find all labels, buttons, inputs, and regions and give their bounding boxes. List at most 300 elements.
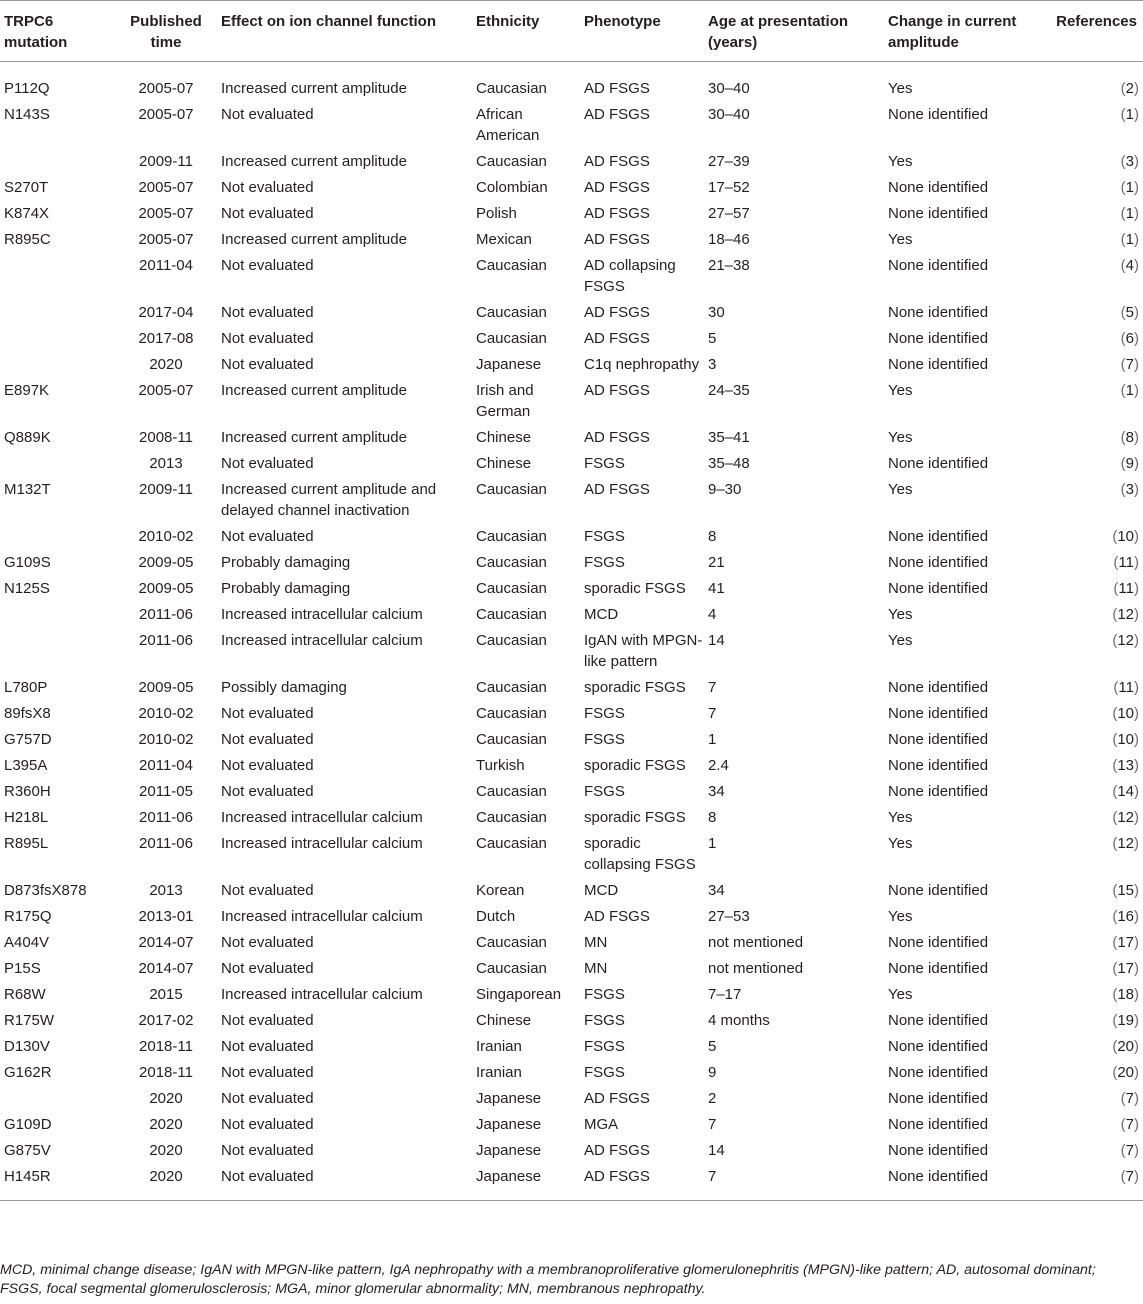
cell-published-time: 2017-08 — [138, 330, 194, 347]
table-row — [0, 674, 1143, 700]
cell-mutation: K874X — [4, 205, 50, 222]
cell-effect: Probably damaging — [221, 554, 351, 571]
cell-mutation — [0, 252, 115, 299]
cell-reference: (18) — [1112, 986, 1139, 1003]
cell-effect: Not evaluated — [221, 455, 314, 472]
table-row — [0, 1059, 1143, 1085]
reference-number: 11 — [1118, 554, 1134, 571]
reference-number: 19 — [1117, 1012, 1134, 1029]
cell-published-time: 2020 — [149, 1142, 183, 1159]
cell-reference: (17) — [1112, 960, 1139, 977]
cell-age: 24–35 — [708, 382, 750, 399]
cell-current-change: None identified — [888, 455, 989, 472]
cell-age: not mentioned — [708, 934, 804, 951]
cell-ethnicity: Caucasian — [476, 934, 547, 951]
table-row — [0, 778, 1143, 804]
cell-effect: Not evaluated — [221, 1038, 314, 1055]
cell-current-change: None identified — [888, 882, 989, 899]
cell-ethnicity: Chinese — [476, 429, 532, 446]
cell-reference: (2) — [1120, 80, 1139, 97]
cell-phenotype: FSGS — [584, 554, 625, 571]
reference-number: 12 — [1117, 632, 1134, 649]
reference-number: 1 — [1125, 179, 1134, 196]
cell-ethnicity: Caucasian — [476, 80, 547, 97]
table-row — [0, 252, 1143, 299]
reference-number: 16 — [1117, 908, 1134, 925]
cell-current-change: Yes — [888, 632, 913, 649]
cell-effect: Increased current amplitude — [221, 153, 407, 170]
reference-number: 2 — [1125, 80, 1134, 97]
cell-age: 7–17 — [708, 986, 742, 1003]
reference-number: 10 — [1117, 705, 1134, 722]
cell-effect: Increased intracellular calcium — [221, 606, 423, 623]
reference-number: 7 — [1125, 1116, 1134, 1133]
cell-age: 7 — [708, 1116, 717, 1133]
cell-phenotype: MN — [584, 960, 608, 977]
header-references: References — [1044, 1, 1143, 62]
cell-reference: (3) — [1120, 481, 1139, 498]
cell-mutation: D130V — [4, 1038, 50, 1055]
cell-age: 1 — [708, 835, 717, 852]
cell-published-time: 2005-07 — [138, 179, 194, 196]
table-row — [0, 1033, 1143, 1059]
reference-number: 5 — [1125, 304, 1134, 321]
cell-phenotype: MCD — [584, 882, 619, 899]
cell-age: 5 — [708, 1038, 717, 1055]
cell-ethnicity: African American — [476, 106, 540, 144]
table-row — [0, 929, 1143, 955]
cell-published-time: 2011-06 — [139, 809, 193, 826]
cell-effect: Not evaluated — [221, 934, 314, 951]
cell-ethnicity: Colombian — [476, 179, 548, 196]
cell-ethnicity: Polish — [476, 205, 517, 222]
cell-reference: (1) — [1120, 179, 1139, 196]
table-row — [0, 804, 1143, 830]
table-row — [0, 200, 1143, 226]
reference-number: 6 — [1125, 330, 1134, 347]
table-row — [0, 1137, 1143, 1163]
cell-age: 21–38 — [708, 257, 750, 274]
cell-mutation — [0, 1085, 115, 1111]
cell-published-time: 2009-05 — [138, 580, 194, 597]
cell-reference: (1) — [1120, 382, 1139, 399]
cell-ethnicity: Turkish — [476, 757, 525, 774]
reference-number: 18 — [1117, 986, 1134, 1003]
cell-mutation — [0, 325, 115, 351]
cell-mutation: N143S — [4, 106, 50, 123]
cell-phenotype: AD FSGS — [584, 382, 650, 399]
cell-phenotype: AD FSGS — [584, 106, 650, 123]
cell-age: 8 — [708, 809, 717, 826]
table-row — [0, 700, 1143, 726]
cell-reference: (12) — [1112, 835, 1139, 852]
cell-mutation — [0, 601, 115, 627]
cell-phenotype: AD FSGS — [584, 231, 650, 248]
cell-ethnicity: Iranian — [476, 1064, 522, 1081]
cell-current-change: None identified — [888, 528, 989, 545]
cell-effect: Increased current amplitude and delayed channel inactivation — [221, 481, 437, 519]
cell-published-time: 2011-05 — [139, 783, 193, 800]
cell-mutation: R895L — [4, 835, 49, 852]
cell-current-change: None identified — [888, 1090, 989, 1107]
cell-published-time: 2011-06 — [139, 835, 193, 852]
cell-reference: (14) — [1112, 783, 1139, 800]
reference-number: 14 — [1117, 783, 1134, 800]
cell-current-change: None identified — [888, 1038, 989, 1055]
cell-reference: (7) — [1044, 1163, 1143, 1201]
table-row — [0, 450, 1143, 476]
header-age: Age at presentation (years) — [704, 1, 884, 62]
cell-ethnicity: Irish and German — [476, 382, 534, 420]
reference-number: 13 — [1117, 757, 1134, 774]
cell-phenotype: AD FSGS — [584, 80, 650, 97]
cell-ethnicity: Caucasian — [476, 580, 547, 597]
cell-reference: (12) — [1112, 632, 1139, 649]
cell-reference: (13) — [1112, 757, 1139, 774]
cell-mutation: R895C — [4, 231, 51, 248]
cell-current-change: None identified — [888, 1116, 989, 1133]
cell-current-change: Yes — [888, 606, 913, 623]
reference-number: 12 — [1117, 809, 1134, 826]
cell-reference: (17) — [1112, 934, 1139, 951]
cell-reference: (7) — [1120, 1116, 1139, 1133]
cell-reference: (5) — [1120, 304, 1139, 321]
cell-phenotype: FSGS — [584, 1038, 625, 1055]
cell-current-change: Yes — [888, 429, 913, 446]
cell-age: 4 — [708, 606, 717, 623]
cell-current-change: None identified — [888, 106, 989, 123]
cell-ethnicity: Caucasian — [476, 632, 547, 649]
cell-age: 41 — [708, 580, 725, 597]
cell-mutation — [0, 148, 115, 174]
cell-ethnicity: Caucasian — [476, 257, 547, 274]
cell-current-change: None identified — [888, 1142, 989, 1159]
table-row — [0, 101, 1143, 148]
header-effect: Effect on ion channel function — [217, 1, 472, 62]
reference-number: 1 — [1125, 106, 1134, 123]
cell-current-change: None identified — [888, 257, 989, 274]
cell-ethnicity: Chinese — [476, 1012, 532, 1029]
reference-number: 10 — [1117, 731, 1134, 748]
table-row — [0, 476, 1143, 523]
cell-phenotype: AD FSGS — [584, 908, 650, 925]
cell-phenotype: MN — [584, 934, 608, 951]
cell-reference: (7) — [1120, 1090, 1139, 1107]
cell-published-time: 2005-07 — [138, 205, 194, 222]
cell-age: 27–57 — [708, 205, 750, 222]
cell-published-time: 2011-04 — [139, 757, 193, 774]
cell-age: 8 — [708, 528, 717, 545]
cell-published-time: 2015 — [149, 986, 183, 1003]
cell-mutation: R175W — [4, 1012, 55, 1029]
reference-number: 3 — [1125, 153, 1134, 170]
cell-ethnicity: Singaporean — [476, 986, 562, 1003]
cell-phenotype: AD FSGS — [584, 205, 650, 222]
header-row — [0, 1, 1143, 62]
reference-number: 8 — [1125, 429, 1134, 446]
cell-age: 14 — [708, 1142, 725, 1159]
cell-current-change: Yes — [888, 835, 913, 852]
cell-age: 2 — [708, 1090, 717, 1107]
cell-reference: (3) — [1120, 153, 1139, 170]
cell-reference: (7) — [1120, 1142, 1139, 1159]
cell-age: 27–39 — [708, 153, 750, 170]
cell-mutation: S270T — [4, 179, 49, 196]
cell-reference: (20) — [1112, 1038, 1139, 1055]
cell-age: 4 months — [708, 1012, 770, 1029]
cell-age: 30 — [708, 304, 725, 321]
cell-effect: Increased intracellular calcium — [221, 835, 423, 852]
cell-effect: Not evaluated — [221, 1012, 314, 1029]
cell-reference: (1) — [1120, 231, 1139, 248]
table-row — [0, 1007, 1143, 1033]
cell-current-change: None identified — [888, 679, 989, 696]
cell-phenotype: FSGS — [584, 1064, 625, 1081]
cell-phenotype: AD FSGS — [584, 429, 650, 446]
cell-effect: Not evaluated — [221, 1116, 314, 1133]
reference-number: 7 — [1125, 1090, 1134, 1107]
cell-current-change: None identified — [888, 304, 989, 321]
cell-ethnicity: Caucasian — [476, 809, 547, 826]
cell-current-change: None identified — [888, 1064, 989, 1081]
cell-current-change: Yes — [888, 382, 913, 399]
table-row — [0, 299, 1143, 325]
cell-phenotype: FSGS — [584, 528, 625, 545]
cell-current-change: None identified — [884, 1163, 1044, 1201]
cell-ethnicity: Mexican — [476, 231, 532, 248]
cell-published-time: 2009-11 — [139, 153, 193, 170]
cell-effect: Not evaluated — [221, 757, 314, 774]
cell-effect: Not evaluated — [221, 731, 314, 748]
cell-effect: Not evaluated — [221, 205, 314, 222]
cell-current-change: None identified — [888, 783, 989, 800]
reference-number: 7 — [1125, 1142, 1134, 1159]
cell-age: 9 — [708, 1064, 717, 1081]
cell-phenotype: sporadic FSGS — [584, 679, 686, 696]
cell-mutation — [0, 627, 115, 674]
cell-ethnicity: Caucasian — [476, 304, 547, 321]
cell-effect: Not evaluated — [221, 528, 314, 545]
reference-number: 20 — [1117, 1064, 1134, 1081]
cell-age: 5 — [708, 330, 717, 347]
cell-ethnicity: Dutch — [476, 908, 516, 925]
cell-age: not mentioned — [708, 960, 804, 977]
cell-mutation: G109S — [4, 554, 51, 571]
cell-reference: (9) — [1120, 455, 1139, 472]
reference-number: 1 — [1125, 382, 1134, 399]
cell-phenotype: MGA — [584, 1116, 619, 1133]
cell-effect: Not evaluated — [221, 783, 314, 800]
cell-mutation: Q889K — [4, 429, 51, 446]
cell-ethnicity: Caucasian — [476, 481, 547, 498]
header-mutation: TRPC6 mutation — [0, 1, 115, 62]
table-body — [0, 62, 1143, 1201]
table-row — [0, 903, 1143, 929]
cell-effect: Increased intracellular calcium — [221, 632, 423, 649]
cell-published-time: 2014-07 — [138, 934, 194, 951]
reference-number: 15 — [1117, 882, 1134, 899]
cell-age: 34 — [708, 783, 725, 800]
cell-phenotype: AD FSGS — [584, 179, 650, 196]
cell-ethnicity: Japanese — [472, 1163, 580, 1201]
table-row — [0, 955, 1143, 981]
cell-effect: Not evaluated — [221, 705, 314, 722]
cell-age: 2.4 — [708, 757, 729, 774]
table-row — [0, 752, 1143, 778]
reference-number: 3 — [1125, 481, 1134, 498]
reference-number: 7 — [1125, 1168, 1134, 1185]
cell-effect: Increased intracellular calcium — [221, 986, 423, 1003]
cell-mutation: D873fsX878 — [4, 882, 87, 899]
cell-effect: Not evaluated — [221, 1090, 314, 1107]
table-row — [0, 575, 1143, 601]
cell-published-time: 2018-11 — [139, 1064, 193, 1081]
cell-reference: (11) — [1113, 580, 1139, 597]
cell-current-change: Yes — [888, 481, 913, 498]
cell-phenotype: sporadic FSGS — [584, 580, 686, 597]
cell-phenotype: IgAN with MPGN-like pattern — [584, 632, 703, 670]
cell-published-time: 2017-02 — [138, 1012, 194, 1029]
cell-ethnicity: Chinese — [476, 455, 532, 472]
cell-phenotype: sporadic collapsing FSGS — [584, 835, 696, 873]
cell-ethnicity: Caucasian — [476, 705, 547, 722]
cell-mutation: R68W — [4, 986, 46, 1003]
cell-phenotype: AD FSGS — [584, 1090, 650, 1107]
cell-mutation — [0, 450, 115, 476]
cell-phenotype: MCD — [584, 606, 619, 623]
reference-number: 17 — [1117, 934, 1134, 951]
cell-ethnicity: Caucasian — [476, 528, 547, 545]
cell-reference: (16) — [1112, 908, 1139, 925]
table-row — [0, 726, 1143, 752]
cell-age: 9–30 — [708, 481, 742, 498]
cell-age: 21 — [708, 554, 725, 571]
cell-effect: Not evaluated — [221, 106, 314, 123]
cell-reference: (6) — [1120, 330, 1139, 347]
cell-current-change: Yes — [888, 80, 913, 97]
cell-published-time: 2020 — [115, 1163, 217, 1201]
reference-number: 11 — [1118, 580, 1134, 597]
cell-published-time: 2010-02 — [138, 705, 194, 722]
cell-phenotype: AD FSGS — [580, 1163, 704, 1201]
cell-age: 3 — [708, 356, 717, 373]
cell-phenotype: sporadic FSGS — [584, 809, 686, 826]
cell-effect: Increased current amplitude — [221, 382, 407, 399]
table-row — [0, 981, 1143, 1007]
table-row — [0, 1111, 1143, 1137]
cell-mutation: L395A — [4, 757, 48, 774]
cell-phenotype: FSGS — [584, 731, 625, 748]
cell-mutation: G875V — [4, 1142, 51, 1159]
reference-number: 10 — [1117, 528, 1134, 545]
header-ethnicity: Ethnicity — [472, 1, 580, 62]
reference-number: 9 — [1125, 455, 1134, 472]
cell-current-change: None identified — [888, 580, 989, 597]
table-row — [0, 148, 1143, 174]
cell-current-change: Yes — [888, 908, 913, 925]
cell-age: 14 — [708, 632, 725, 649]
cell-published-time: 2011-06 — [139, 606, 193, 623]
cell-published-time: 2005-07 — [138, 382, 194, 399]
cell-phenotype: AD FSGS — [584, 304, 650, 321]
cell-mutation: R360H — [4, 783, 51, 800]
cell-published-time: 2018-11 — [139, 1038, 193, 1055]
cell-reference: (1) — [1120, 106, 1139, 123]
cell-mutation: N125S — [4, 580, 50, 597]
cell-mutation: H218L — [4, 809, 49, 826]
header-phenotype: Phenotype — [580, 1, 704, 62]
cell-age: 30–40 — [708, 106, 750, 123]
cell-reference: (10) — [1112, 705, 1139, 722]
cell-age: 1 — [708, 731, 717, 748]
table-row — [0, 627, 1143, 674]
cell-published-time: 2009-11 — [139, 481, 193, 498]
cell-current-change: None identified — [888, 330, 989, 347]
table-row — [0, 1085, 1143, 1111]
cell-effect: Not evaluated — [221, 882, 314, 899]
cell-current-change: Yes — [888, 986, 913, 1003]
cell-current-change: None identified — [888, 934, 989, 951]
cell-effect: Not evaluated — [221, 257, 314, 274]
cell-current-change: None identified — [888, 179, 989, 196]
cell-published-time: 2014-07 — [138, 960, 194, 977]
cell-effect: Possibly damaging — [221, 679, 347, 696]
cell-reference: (10) — [1112, 528, 1139, 545]
cell-ethnicity: Japanese — [476, 1090, 542, 1107]
cell-phenotype: AD FSGS — [584, 330, 650, 347]
reference-number: 12 — [1117, 606, 1134, 623]
table-row — [0, 830, 1143, 877]
cell-ethnicity: Caucasian — [476, 554, 547, 571]
cell-published-time: 2013-01 — [138, 908, 194, 925]
cell-effect: Increased current amplitude — [221, 429, 407, 446]
cell-age: 17–52 — [708, 179, 750, 196]
cell-age: 34 — [708, 882, 725, 899]
cell-effect: Not evaluated — [221, 179, 314, 196]
cell-ethnicity: Iranian — [476, 1038, 522, 1055]
cell-published-time: 2017-04 — [138, 304, 194, 321]
reference-number: 20 — [1117, 1038, 1134, 1055]
cell-age: 7 — [708, 679, 717, 696]
cell-reference: (10) — [1112, 731, 1139, 748]
reference-number: 17 — [1117, 960, 1134, 977]
cell-reference: (12) — [1112, 606, 1139, 623]
cell-mutation: R175Q — [4, 908, 52, 925]
cell-effect: Not evaluated — [221, 304, 314, 321]
cell-current-change: None identified — [888, 554, 989, 571]
cell-ethnicity: Japanese — [476, 1142, 542, 1159]
table-header — [0, 1, 1143, 62]
cell-phenotype: FSGS — [584, 705, 625, 722]
table-row — [0, 1163, 1143, 1201]
cell-published-time: 2013 — [149, 882, 183, 899]
cell-published-time: 2010-02 — [138, 731, 194, 748]
cell-ethnicity: Caucasian — [476, 679, 547, 696]
cell-ethnicity: Caucasian — [476, 835, 547, 852]
cell-effect: Not evaluated — [221, 960, 314, 977]
cell-mutation: P15S — [4, 960, 41, 977]
cell-published-time: 2005-07 — [138, 231, 194, 248]
cell-published-time: 2009-05 — [138, 554, 194, 571]
cell-ethnicity: Caucasian — [476, 330, 547, 347]
table-row — [0, 62, 1143, 102]
reference-number: 1 — [1125, 205, 1134, 222]
cell-reference: (7) — [1120, 356, 1139, 373]
cell-ethnicity: Korean — [476, 882, 525, 899]
table-row — [0, 523, 1143, 549]
cell-phenotype: FSGS — [584, 783, 625, 800]
cell-phenotype: AD collapsing FSGS — [584, 257, 676, 295]
